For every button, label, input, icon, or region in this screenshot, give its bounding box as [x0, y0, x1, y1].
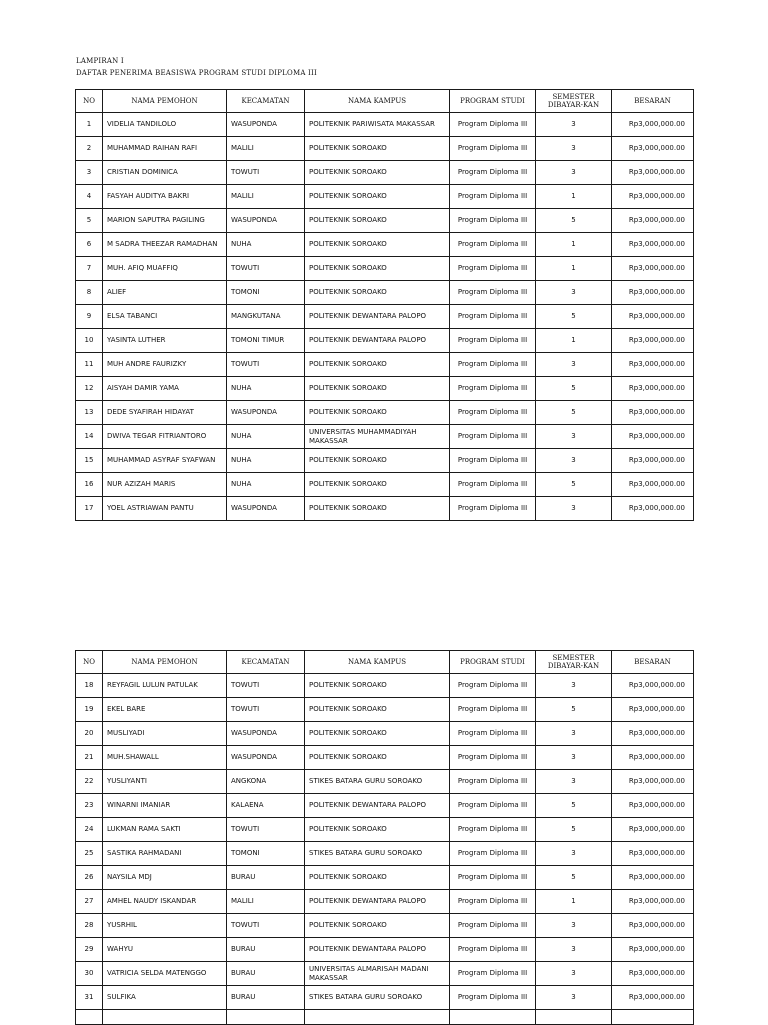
- table-row: [76, 329, 694, 353]
- cell-kecamatan: NUHA: [227, 233, 305, 257]
- cell-besaran: Rp3,000,000.00: [612, 914, 694, 938]
- cell-no: 12: [76, 377, 103, 401]
- cell-kecamatan: TOWUTI: [227, 914, 305, 938]
- cell-nama-kampus: POLITEKNIK SOROAKO: [305, 401, 450, 425]
- col-header-nama-pemohon: NAMA PEMOHON: [103, 90, 227, 113]
- cell-no: 9: [76, 305, 103, 329]
- cell-program-studi: Program Diploma III: [450, 473, 536, 497]
- cell-no: 2: [76, 137, 103, 161]
- cell-no: 29: [76, 938, 103, 962]
- cell-program-studi: Program Diploma III: [450, 746, 536, 770]
- table-row: [76, 305, 694, 329]
- cell-nama-kampus: POLITEKNIK SOROAKO: [305, 377, 450, 401]
- cell-no: 28: [76, 914, 103, 938]
- cell-nama-kampus: POLITEKNIK DEWANTARA PALOPO: [305, 329, 450, 353]
- table-row: [76, 449, 694, 473]
- cell-semester: 3: [536, 722, 612, 746]
- table-row: [76, 842, 694, 866]
- table-row: [76, 722, 694, 746]
- cell-program-studi: Program Diploma III: [450, 866, 536, 890]
- table-row: [76, 818, 694, 842]
- cell-kecamatan: WASUPONDA: [227, 722, 305, 746]
- cell-no: 30: [76, 962, 103, 986]
- table-row: [76, 914, 694, 938]
- cell-semester: 1: [536, 890, 612, 914]
- cell-program-studi: Program Diploma III: [450, 842, 536, 866]
- cell-kecamatan: TOMONI: [227, 842, 305, 866]
- col-header-nama-kampus: NAMA KAMPUS: [305, 651, 450, 674]
- cell-nama-pemohon: ALIEF: [103, 281, 227, 305]
- cell-no: 27: [76, 890, 103, 914]
- cell-nama-kampus: POLITEKNIK SOROAKO: [305, 866, 450, 890]
- cell-nama-pemohon: FASYAH AUDITYA BAKRI: [103, 185, 227, 209]
- cell-program-studi: Program Diploma III: [450, 233, 536, 257]
- table-row: [76, 794, 694, 818]
- cell-besaran: Rp3,000,000.00: [612, 497, 694, 521]
- cell-program-studi: Program Diploma III: [450, 281, 536, 305]
- empty-cell: [76, 1010, 103, 1025]
- cell-no: 23: [76, 794, 103, 818]
- cell-semester: 3: [536, 113, 612, 137]
- cell-program-studi: Program Diploma III: [450, 914, 536, 938]
- cell-besaran: Rp3,000,000.00: [612, 770, 694, 794]
- cell-besaran: Rp3,000,000.00: [612, 449, 694, 473]
- cell-kecamatan: MALILI: [227, 137, 305, 161]
- cell-program-studi: Program Diploma III: [450, 161, 536, 185]
- cell-nama-pemohon: MUHAMMAD RAIHAN RAFI: [103, 137, 227, 161]
- cell-no: 13: [76, 401, 103, 425]
- cell-nama-pemohon: SASTIKA RAHMADANI: [103, 842, 227, 866]
- cell-nama-pemohon: YOEL ASTRIAWAN PANTU: [103, 497, 227, 521]
- cell-kecamatan: KALAENA: [227, 794, 305, 818]
- table-row: [76, 674, 694, 698]
- cell-program-studi: Program Diploma III: [450, 329, 536, 353]
- cell-no: 21: [76, 746, 103, 770]
- cell-nama-pemohon: NUR AZIZAH MARIS: [103, 473, 227, 497]
- cell-nama-pemohon: MUH. AFIQ MUAFFIQ: [103, 257, 227, 281]
- scholarship-table-2: [75, 650, 694, 1025]
- cell-nama-kampus: POLITEKNIK SOROAKO: [305, 698, 450, 722]
- cell-no: 24: [76, 818, 103, 842]
- cell-no: 20: [76, 722, 103, 746]
- cell-nama-kampus: POLITEKNIK SOROAKO: [305, 722, 450, 746]
- cell-nama-pemohon: EKEL BARE: [103, 698, 227, 722]
- cell-kecamatan: NUHA: [227, 473, 305, 497]
- table-row: [76, 233, 694, 257]
- cell-program-studi: Program Diploma III: [450, 209, 536, 233]
- cell-nama-pemohon: VIDELIA TANDILOLO: [103, 113, 227, 137]
- cell-nama-kampus: POLITEKNIK SOROAKO: [305, 281, 450, 305]
- cell-program-studi: Program Diploma III: [450, 698, 536, 722]
- cell-semester: 5: [536, 794, 612, 818]
- cell-besaran: Rp3,000,000.00: [612, 113, 694, 137]
- cell-semester: 5: [536, 818, 612, 842]
- cell-semester: 5: [536, 377, 612, 401]
- cell-kecamatan: TOMONI: [227, 281, 305, 305]
- col-header-kecamatan: KECAMATAN: [227, 651, 305, 674]
- cell-nama-kampus: STIKES BATARA GURU SOROAKO: [305, 842, 450, 866]
- table-row: [76, 113, 694, 137]
- cell-no: 25: [76, 842, 103, 866]
- cell-nama-kampus: POLITEKNIK SOROAKO: [305, 746, 450, 770]
- cell-semester: 3: [536, 962, 612, 986]
- cell-besaran: Rp3,000,000.00: [612, 185, 694, 209]
- empty-cell: [612, 1010, 694, 1025]
- cell-no: 17: [76, 497, 103, 521]
- table-row: [76, 938, 694, 962]
- cell-kecamatan: TOWUTI: [227, 818, 305, 842]
- table-row: [76, 281, 694, 305]
- cell-nama-pemohon: YASINTA LUTHER: [103, 329, 227, 353]
- cell-kecamatan: TOMONI TIMUR: [227, 329, 305, 353]
- table-row: [76, 425, 694, 449]
- table-row: [76, 770, 694, 794]
- cell-nama-pemohon: DEDE SYAFIRAH HIDAYAT: [103, 401, 227, 425]
- cell-program-studi: Program Diploma III: [450, 185, 536, 209]
- cell-nama-pemohon: YUSLIYANTI: [103, 770, 227, 794]
- col-header-no: NO: [76, 90, 103, 113]
- cell-nama-pemohon: DWIVA TEGAR FITRIANTORO: [103, 425, 227, 449]
- cell-nama-pemohon: AMHEL NAUDY ISKANDAR: [103, 890, 227, 914]
- cell-kecamatan: BURAU: [227, 938, 305, 962]
- table-body: [76, 674, 694, 1025]
- cell-nama-pemohon: NAYSILA MDJ: [103, 866, 227, 890]
- table-row: [76, 137, 694, 161]
- cell-program-studi: Program Diploma III: [450, 353, 536, 377]
- cell-semester: 3: [536, 449, 612, 473]
- cell-semester: 5: [536, 473, 612, 497]
- cell-nama-kampus: STIKES BATARA GURU SOROAKO: [305, 770, 450, 794]
- cell-nama-kampus: POLITEKNIK PARIWISATA MAKASSAR: [305, 113, 450, 137]
- cell-program-studi: Program Diploma III: [450, 449, 536, 473]
- cell-besaran: Rp3,000,000.00: [612, 746, 694, 770]
- table-row: [76, 401, 694, 425]
- cell-semester: 3: [536, 938, 612, 962]
- cell-semester: 1: [536, 257, 612, 281]
- col-header-nama-pemohon: NAMA PEMOHON: [103, 651, 227, 674]
- cell-no: 1: [76, 113, 103, 137]
- cell-kecamatan: BURAU: [227, 962, 305, 986]
- cell-semester: 3: [536, 746, 612, 770]
- cell-nama-kampus: STIKES BATARA GURU SOROAKO: [305, 986, 450, 1010]
- cell-besaran: Rp3,000,000.00: [612, 890, 694, 914]
- cell-nama-pemohon: SULFIKA: [103, 986, 227, 1010]
- cell-semester: 5: [536, 305, 612, 329]
- table-body: [76, 113, 694, 521]
- cell-nama-pemohon: MARION SAPUTRA PAGILING: [103, 209, 227, 233]
- cell-besaran: Rp3,000,000.00: [612, 698, 694, 722]
- cell-no: 26: [76, 866, 103, 890]
- cell-kecamatan: MANGKUTANA: [227, 305, 305, 329]
- cell-kecamatan: NUHA: [227, 425, 305, 449]
- cell-nama-pemohon: ELSA TABANCI: [103, 305, 227, 329]
- table-row: [76, 866, 694, 890]
- cell-nama-pemohon: CRISTIAN DOMINICA: [103, 161, 227, 185]
- table-row: [76, 497, 694, 521]
- cell-program-studi: Program Diploma III: [450, 794, 536, 818]
- cell-no: 7: [76, 257, 103, 281]
- cell-program-studi: Program Diploma III: [450, 257, 536, 281]
- cell-kecamatan: TOWUTI: [227, 674, 305, 698]
- document-title-line-1: LAMPIRAN I: [76, 57, 124, 65]
- cell-program-studi: Program Diploma III: [450, 722, 536, 746]
- cell-nama-kampus: POLITEKNIK SOROAKO: [305, 674, 450, 698]
- cell-nama-kampus: POLITEKNIK SOROAKO: [305, 137, 450, 161]
- cell-nama-pemohon: WINARNI IMANIAR: [103, 794, 227, 818]
- cell-semester: 3: [536, 770, 612, 794]
- table-header: [76, 651, 694, 674]
- cell-nama-pemohon: MUH.SHAWALL: [103, 746, 227, 770]
- cell-semester: 3: [536, 137, 612, 161]
- cell-semester: 3: [536, 674, 612, 698]
- cell-nama-kampus: POLITEKNIK SOROAKO: [305, 161, 450, 185]
- cell-nama-pemohon: VATRICIA SELDA MATENGGO: [103, 962, 227, 986]
- cell-semester: 3: [536, 425, 612, 449]
- cell-no: 15: [76, 449, 103, 473]
- cell-besaran: Rp3,000,000.00: [612, 674, 694, 698]
- cell-nama-kampus: POLITEKNIK DEWANTARA PALOPO: [305, 890, 450, 914]
- cell-no: 19: [76, 698, 103, 722]
- cell-semester: 3: [536, 353, 612, 377]
- col-header-program-studi: PROGRAM STUDI: [450, 90, 536, 113]
- cell-nama-kampus: POLITEKNIK DEWANTARA PALOPO: [305, 938, 450, 962]
- cell-nama-pemohon: LUKMAN RAMA SAKTI: [103, 818, 227, 842]
- cell-besaran: Rp3,000,000.00: [612, 281, 694, 305]
- cell-nama-pemohon: MUSLIYADI: [103, 722, 227, 746]
- cell-besaran: Rp3,000,000.00: [612, 209, 694, 233]
- table-row: [76, 698, 694, 722]
- cell-program-studi: Program Diploma III: [450, 818, 536, 842]
- cell-kecamatan: NUHA: [227, 449, 305, 473]
- cell-besaran: Rp3,000,000.00: [612, 353, 694, 377]
- table-row: [76, 890, 694, 914]
- cell-no: 22: [76, 770, 103, 794]
- cell-program-studi: Program Diploma III: [450, 401, 536, 425]
- cell-besaran: Rp3,000,000.00: [612, 866, 694, 890]
- cell-semester: 3: [536, 842, 612, 866]
- cell-no: 6: [76, 233, 103, 257]
- cell-kecamatan: WASUPONDA: [227, 401, 305, 425]
- cell-no: 8: [76, 281, 103, 305]
- cell-program-studi: Program Diploma III: [450, 305, 536, 329]
- empty-cell: [227, 1010, 305, 1025]
- cell-semester: 5: [536, 698, 612, 722]
- cell-nama-kampus: POLITEKNIK SOROAKO: [305, 353, 450, 377]
- cell-besaran: Rp3,000,000.00: [612, 938, 694, 962]
- cell-semester: 1: [536, 185, 612, 209]
- cell-semester: 1: [536, 329, 612, 353]
- cell-nama-kampus: UNIVERSITAS MUHAMMADIYAH MAKASSAR: [305, 425, 450, 449]
- cell-besaran: Rp3,000,000.00: [612, 962, 694, 986]
- cell-kecamatan: TOWUTI: [227, 353, 305, 377]
- cell-kecamatan: MALILI: [227, 185, 305, 209]
- document-title-line-2: DAFTAR PENERIMA BEASISWA PROGRAM STUDI DIPLOMA III: [76, 69, 317, 77]
- cell-nama-kampus: POLITEKNIK SOROAKO: [305, 473, 450, 497]
- cell-besaran: Rp3,000,000.00: [612, 401, 694, 425]
- cell-nama-pemohon: MUHAMMAD ASYRAF SYAFWAN: [103, 449, 227, 473]
- table-row: [76, 353, 694, 377]
- cell-besaran: Rp3,000,000.00: [612, 794, 694, 818]
- cell-nama-kampus: POLITEKNIK SOROAKO: [305, 497, 450, 521]
- cell-semester: 5: [536, 866, 612, 890]
- cell-besaran: Rp3,000,000.00: [612, 377, 694, 401]
- cell-semester: 1: [536, 233, 612, 257]
- scholarship-table-1: [75, 89, 694, 521]
- cell-program-studi: Program Diploma III: [450, 674, 536, 698]
- table-row: [76, 986, 694, 1010]
- cell-kecamatan: WASUPONDA: [227, 113, 305, 137]
- cell-nama-kampus: POLITEKNIK SOROAKO: [305, 209, 450, 233]
- cell-besaran: Rp3,000,000.00: [612, 329, 694, 353]
- cell-semester: 3: [536, 914, 612, 938]
- cell-besaran: Rp3,000,000.00: [612, 137, 694, 161]
- cell-program-studi: Program Diploma III: [450, 962, 536, 986]
- cell-program-studi: Program Diploma III: [450, 770, 536, 794]
- table-row: [76, 185, 694, 209]
- cell-nama-kampus: POLITEKNIK DEWANTARA PALOPO: [305, 794, 450, 818]
- cell-kecamatan: TOWUTI: [227, 161, 305, 185]
- cell-no: 18: [76, 674, 103, 698]
- cell-kecamatan: WASUPONDA: [227, 209, 305, 233]
- cell-nama-pemohon: M SADRA THEEZAR RAMADHAN: [103, 233, 227, 257]
- cell-nama-pemohon: AISYAH DAMIR YAMA: [103, 377, 227, 401]
- table-row-partial: [76, 1010, 694, 1025]
- cell-kecamatan: NUHA: [227, 377, 305, 401]
- cell-nama-kampus: POLITEKNIK SOROAKO: [305, 914, 450, 938]
- cell-no: 11: [76, 353, 103, 377]
- col-header-semester: SEMESTER DIBAYAR-KAN: [536, 90, 612, 113]
- cell-besaran: Rp3,000,000.00: [612, 842, 694, 866]
- cell-kecamatan: TOWUTI: [227, 698, 305, 722]
- cell-nama-pemohon: REYFAGIL LULUN PATULAK: [103, 674, 227, 698]
- table-row: [76, 161, 694, 185]
- cell-nama-kampus: POLITEKNIK SOROAKO: [305, 818, 450, 842]
- cell-besaran: Rp3,000,000.00: [612, 425, 694, 449]
- empty-cell: [450, 1010, 536, 1025]
- cell-besaran: Rp3,000,000.00: [612, 161, 694, 185]
- cell-nama-kampus: POLITEKNIK SOROAKO: [305, 233, 450, 257]
- col-header-besaran: BESARAN: [612, 651, 694, 674]
- cell-no: 4: [76, 185, 103, 209]
- cell-semester: 3: [536, 986, 612, 1010]
- cell-program-studi: Program Diploma III: [450, 938, 536, 962]
- cell-no: 3: [76, 161, 103, 185]
- cell-kecamatan: TOWUTI: [227, 257, 305, 281]
- table-row: [76, 257, 694, 281]
- cell-semester: 3: [536, 497, 612, 521]
- cell-besaran: Rp3,000,000.00: [612, 986, 694, 1010]
- col-header-besaran: BESARAN: [612, 90, 694, 113]
- table-header: [76, 90, 694, 113]
- empty-cell: [103, 1010, 227, 1025]
- cell-besaran: Rp3,000,000.00: [612, 818, 694, 842]
- cell-besaran: Rp3,000,000.00: [612, 305, 694, 329]
- cell-program-studi: Program Diploma III: [450, 497, 536, 521]
- col-header-kecamatan: KECAMATAN: [227, 90, 305, 113]
- col-header-program-studi: PROGRAM STUDI: [450, 651, 536, 674]
- cell-program-studi: Program Diploma III: [450, 113, 536, 137]
- cell-nama-kampus: POLITEKNIK SOROAKO: [305, 185, 450, 209]
- cell-program-studi: Program Diploma III: [450, 377, 536, 401]
- cell-no: 14: [76, 425, 103, 449]
- cell-no: 31: [76, 986, 103, 1010]
- empty-cell: [536, 1010, 612, 1025]
- cell-kecamatan: MALILI: [227, 890, 305, 914]
- col-header-semester: SEMESTER DIBAYAR-KAN: [536, 651, 612, 674]
- cell-program-studi: Program Diploma III: [450, 137, 536, 161]
- cell-no: 10: [76, 329, 103, 353]
- cell-nama-kampus: POLITEKNIK DEWANTARA PALOPO: [305, 305, 450, 329]
- cell-program-studi: Program Diploma III: [450, 890, 536, 914]
- cell-program-studi: Program Diploma III: [450, 986, 536, 1010]
- cell-nama-pemohon: WAHYU: [103, 938, 227, 962]
- cell-besaran: Rp3,000,000.00: [612, 473, 694, 497]
- cell-nama-kampus: UNIVERSITAS ALMARISAH MADANI MAKASSAR: [305, 962, 450, 986]
- cell-kecamatan: WASUPONDA: [227, 497, 305, 521]
- cell-nama-kampus: POLITEKNIK SOROAKO: [305, 449, 450, 473]
- table-row: [76, 962, 694, 986]
- table-row: [76, 209, 694, 233]
- cell-kecamatan: BURAU: [227, 866, 305, 890]
- cell-semester: 3: [536, 161, 612, 185]
- cell-no: 16: [76, 473, 103, 497]
- cell-besaran: Rp3,000,000.00: [612, 722, 694, 746]
- cell-semester: 5: [536, 401, 612, 425]
- cell-program-studi: Program Diploma III: [450, 425, 536, 449]
- cell-besaran: Rp3,000,000.00: [612, 257, 694, 281]
- cell-kecamatan: WASUPONDA: [227, 746, 305, 770]
- table-row: [76, 746, 694, 770]
- cell-kecamatan: ANGKONA: [227, 770, 305, 794]
- col-header-nama-kampus: NAMA KAMPUS: [305, 90, 450, 113]
- table-row: [76, 473, 694, 497]
- table-row: [76, 377, 694, 401]
- cell-nama-kampus: POLITEKNIK SOROAKO: [305, 257, 450, 281]
- cell-no: 5: [76, 209, 103, 233]
- empty-cell: [305, 1010, 450, 1025]
- cell-kecamatan: BURAU: [227, 986, 305, 1010]
- cell-besaran: Rp3,000,000.00: [612, 233, 694, 257]
- cell-semester: 5: [536, 209, 612, 233]
- col-header-no: NO: [76, 651, 103, 674]
- cell-semester: 3: [536, 281, 612, 305]
- cell-nama-pemohon: YUSRHIL: [103, 914, 227, 938]
- cell-nama-pemohon: MUH ANDRE FAURIZKY: [103, 353, 227, 377]
